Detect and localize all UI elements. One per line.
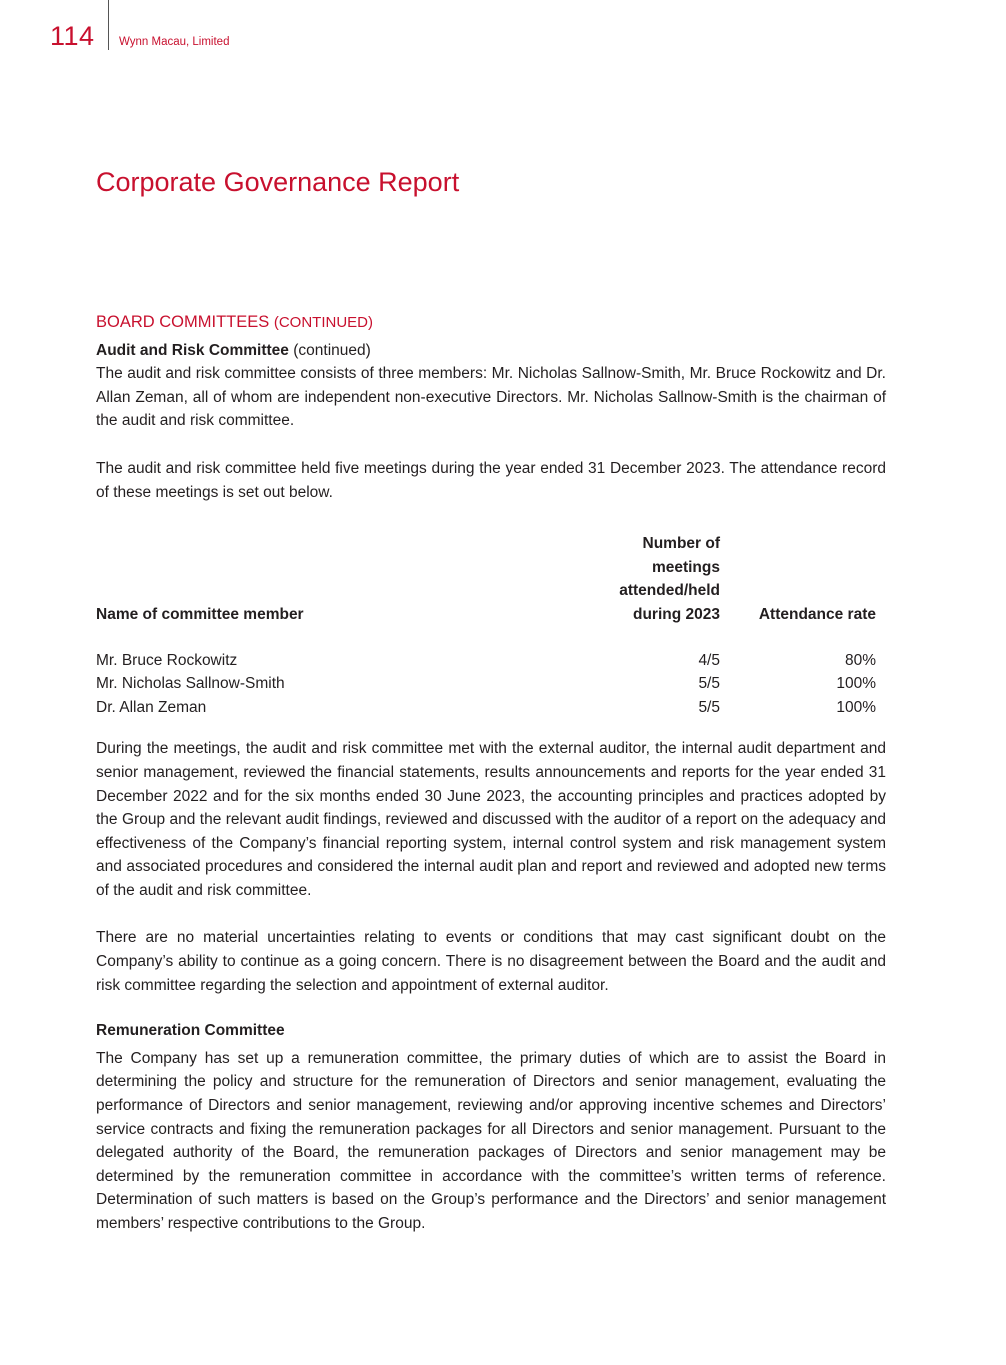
attendance-table-header xyxy=(96,532,876,648)
col-header-name: Name of committee member xyxy=(96,605,304,623)
audit-subheading-text: Audit and Risk Committee xyxy=(96,341,289,359)
col-header-meetings-line: meetings xyxy=(651,558,720,576)
audit-paragraph-3: During the meetings, the audit and risk committee met with the external auditor, the internal audit department and senior management, reviewed the financial statements, results announcements and reports for the year ended 31 December 2022 and for the six months ended 30 June 2023, the accounting principles and practices adopted by the Group and the relevant audit findings, reviewed and discussed with the auditor of a report on the adequacy and effectiveness of the Company’s financial reporting system, internal control system and risk management system and associated procedures and considered the internal audit plan and report and reviewed and adopted new terms of the audit and risk committee. xyxy=(96,740,886,899)
remuneration-subheading: Remuneration Committee xyxy=(96,1022,285,1040)
attendance-rate: 100% xyxy=(836,698,876,716)
col-header-meetings-line: attended/held xyxy=(619,582,720,600)
col-header-meetings-line: during 2023 xyxy=(633,605,720,623)
table-row xyxy=(96,649,876,673)
main-content xyxy=(96,311,886,1236)
col-header-rate: Attendance rate xyxy=(758,605,876,623)
section-heading xyxy=(96,311,886,335)
attendance-rate: 100% xyxy=(836,675,876,693)
audit-paragraph-4: There are no material uncertainties relating to events or conditions that may cast significant doubt on the Company’s ability to continue as a going concern. There is no disagreement between the Board and the audit and risk committee regarding the selection and appointment of external auditor. xyxy=(96,929,886,994)
meetings-attended: 5/5 xyxy=(698,698,720,716)
remuneration-paragraph-1: The Company has set up a remuneration committee, the primary duties of which are to assist the Board in determining the policy and structure for the remuneration of Directors and senior management, evaluating the performance of Directors and senior management, reviewing and/or approving incentive schemes and Directors’ service contracts and fixing the remuneration packages for all Directors and senior management. Pursuant to the delegated authority of the Board, the remuneration packages of Directors and senior management may be determined by the remuneration committee in accordance with the committee’s written terms of reference. Determination of such matters is based on the Group’s performance and the Directors’ and senior management members’ respective contributions to the Group. xyxy=(96,1049,886,1232)
table-row xyxy=(96,672,876,696)
member-name: Mr. Bruce Rockowitz xyxy=(96,651,238,669)
audit-paragraph-1: The audit and risk committee consists of three members: Mr. Nicholas Sallnow-Smith, Mr. Bruce Rockowitz and Dr. Allan Zeman, all of whom are independent non-executive Directors. Mr. Nicholas Sallnow-Smith is the chairman of the audit and risk committee. xyxy=(96,365,886,430)
attendance-table xyxy=(96,532,876,719)
col-header-meetings-line: Number of xyxy=(642,535,720,553)
page-title: Corporate Governance Report xyxy=(96,167,460,197)
attendance-rate: 80% xyxy=(844,651,876,669)
member-name: Dr. Allan Zeman xyxy=(96,698,207,716)
meetings-attended: 5/5 xyxy=(698,675,720,693)
table-row xyxy=(96,696,876,720)
company-name: Wynn Macau, Limited xyxy=(119,36,230,48)
member-name: Mr. Nicholas Sallnow-Smith xyxy=(96,675,285,693)
header-divider xyxy=(108,0,109,50)
audit-subheading-suffix: (continued) xyxy=(293,341,371,359)
page-number: 114 xyxy=(50,21,95,51)
col-header-meetings xyxy=(560,532,720,648)
audit-subheading xyxy=(96,339,886,363)
audit-paragraph-2: The audit and risk committee held five meetings during the year ended 31 December 2023. The attendance record of these meetings is set out below. xyxy=(96,459,886,501)
section-heading-text: BOARD COMMITTEES xyxy=(96,313,270,331)
section-heading-suffix: (CONTINUED) xyxy=(273,314,374,331)
meetings-attended: 4/5 xyxy=(698,651,720,669)
